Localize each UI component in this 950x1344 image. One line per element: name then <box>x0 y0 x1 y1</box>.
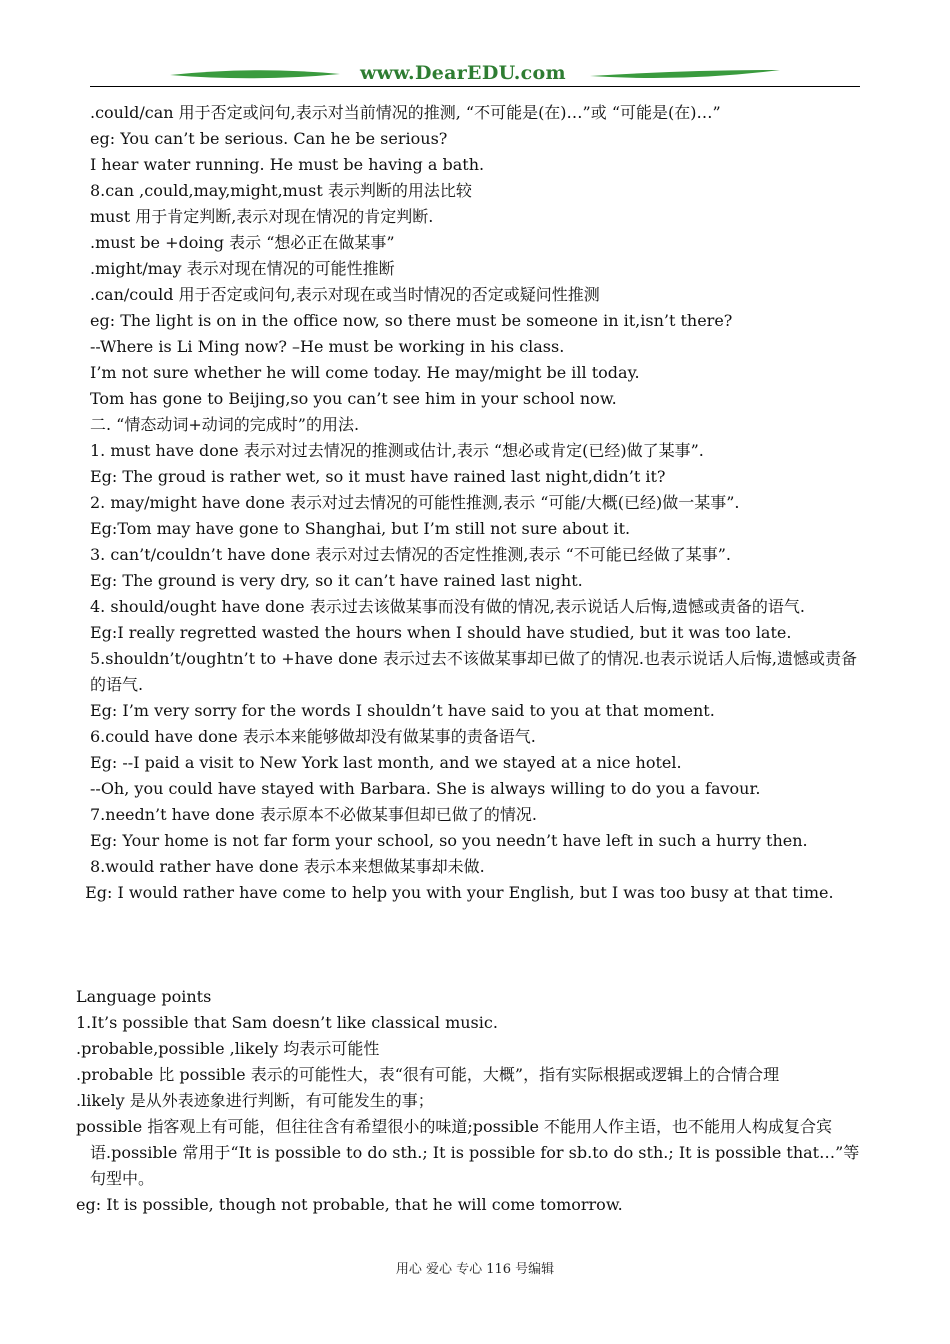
numbered-item: 3. can’t/couldn’t have done 表示对过去情况的否定性推测,表示 “不可能已经做了某事”. <box>90 545 732 564</box>
text-line: Eg: I would rather have come to help you with your English, but I was too busy at that time. <box>80 883 834 902</box>
text-line: Eg: The ground is very dry, so it can’t have rained last night. <box>90 571 583 590</box>
text-line: .probable,possible ,likely 均表示可能性 <box>76 1039 380 1058</box>
numbered-item: 8.would rather have done 表示本来想做某事却未做. <box>90 857 485 876</box>
text-line: eg: You can’t be serious. Can he be serious? <box>90 129 448 148</box>
text-line: eg: The light is on in the office now, so there must be someone in it,isn’t there? <box>90 311 733 330</box>
numbered-item: 5.shouldn’t/oughtn’t to +have done 表示过去不该做某事却已做了的情况.也表示说话人后悔,遗憾或责备的语气. <box>90 649 858 694</box>
numbered-item: 7.needn’t have done 表示原本不必做某事但却已做了的情况. <box>90 805 537 824</box>
text-line: .could/can 用于否定或问句,表示对当前情况的推测, “不可能是(在)…”或 “可能是(在)…” <box>90 103 721 122</box>
page-header <box>90 58 860 90</box>
text-line: .must be +doing 表示 “想必正在做某事” <box>90 233 395 252</box>
text-line: --Oh, you could have stayed with Barbara. She is always willing to do you a favour. <box>90 779 761 798</box>
text-line: Eg:Tom may have gone to Shanghai, but I’m still not sure about it. <box>90 519 631 538</box>
language-points-section <box>76 984 866 1218</box>
text-line: .might/may 表示对现在情况的可能性推断 <box>90 259 395 278</box>
text-line: Eg:I really regretted wasted the hours when I should have studied, but it was too late. <box>90 623 792 642</box>
header-divider <box>90 86 860 87</box>
text-line: 1.It’s possible that Sam doesn’t like classical music. <box>76 1013 498 1032</box>
text-line: Eg: I’m very sorry for the words I shouldn’t have said to you at that moment. <box>90 701 715 720</box>
text-line: .likely 是从外表迹象进行判断，有可能发生的事； <box>76 1091 434 1110</box>
text-line: .can/could 用于否定或问句,表示对现在或当时情况的否定或疑问性推测 <box>90 285 600 304</box>
text-line: I hear water running. He must be having a bath. <box>90 155 485 174</box>
text-line: .probable 比 possible 表示的可能性大，表“很有可能，大概”，指有实际根据或逻辑上的合情合理 <box>76 1065 780 1084</box>
text-line: Eg: The groud is rather wet, so it must have rained last night,didn’t it? <box>90 467 666 486</box>
numbered-item: 6.could have done 表示本来能够做却没有做某事的责备语气. <box>90 727 536 746</box>
numbered-item: 4. should/ought have done 表示过去该做某事而没有做的情况,表示说话人后悔,遗憾或责备的语气. <box>90 597 805 616</box>
text-line: Eg: --I paid a visit to New York last month, and we stayed at a nice hotel. <box>90 753 682 772</box>
text-line: --Where is Li Ming now? –He must be working in his class. <box>90 337 565 356</box>
section-heading: Language points <box>76 987 212 1006</box>
text-line: I’m not sure whether he will come today. He may/might be ill today. <box>90 363 640 382</box>
text-line: possible 指客观上有可能，但往往含有希望很小的味道;possible 不能用人作主语，也不能用人构成复合宾语.possible 常用于“It is possible to do sth.; It is possible for sb.to do sth.; It is possible that…”等句型中。 <box>76 1117 860 1188</box>
text-line: eg: It is possible, though not probable, that he will come tomorrow. <box>76 1195 623 1214</box>
text-line: Tom has gone to Beijing,so you can’t see him in your school now. <box>90 389 617 408</box>
page-footer: 用心 爱心 专心 116 号编辑 <box>395 1262 555 1277</box>
grammar-notes <box>80 100 865 906</box>
text-line: must 用于肯定判断,表示对现在情况的肯定判断. <box>90 207 434 226</box>
text-line: 8.can ,could,may,might,must 表示判断的用法比较 <box>90 181 472 200</box>
green-swoosh-right <box>590 68 780 82</box>
numbered-item: 1. must have done 表示对过去情况的推测或估计,表示 “想必或肯定(已经)做了某事”. <box>90 441 704 460</box>
section-heading: 二. “情态动词+动词的完成时”的用法. <box>90 415 360 434</box>
numbered-item: 2. may/might have done 表示对过去情况的可能性推测,表示 “可能/大概(已经)做一某事”. <box>90 493 740 512</box>
site-logo-text[interactable]: www.DearEDU.com <box>360 62 566 84</box>
green-swoosh-left <box>170 68 340 82</box>
text-line: Eg: Your home is not far form your school, so you needn’t have left in such a hurry then. <box>90 831 808 850</box>
